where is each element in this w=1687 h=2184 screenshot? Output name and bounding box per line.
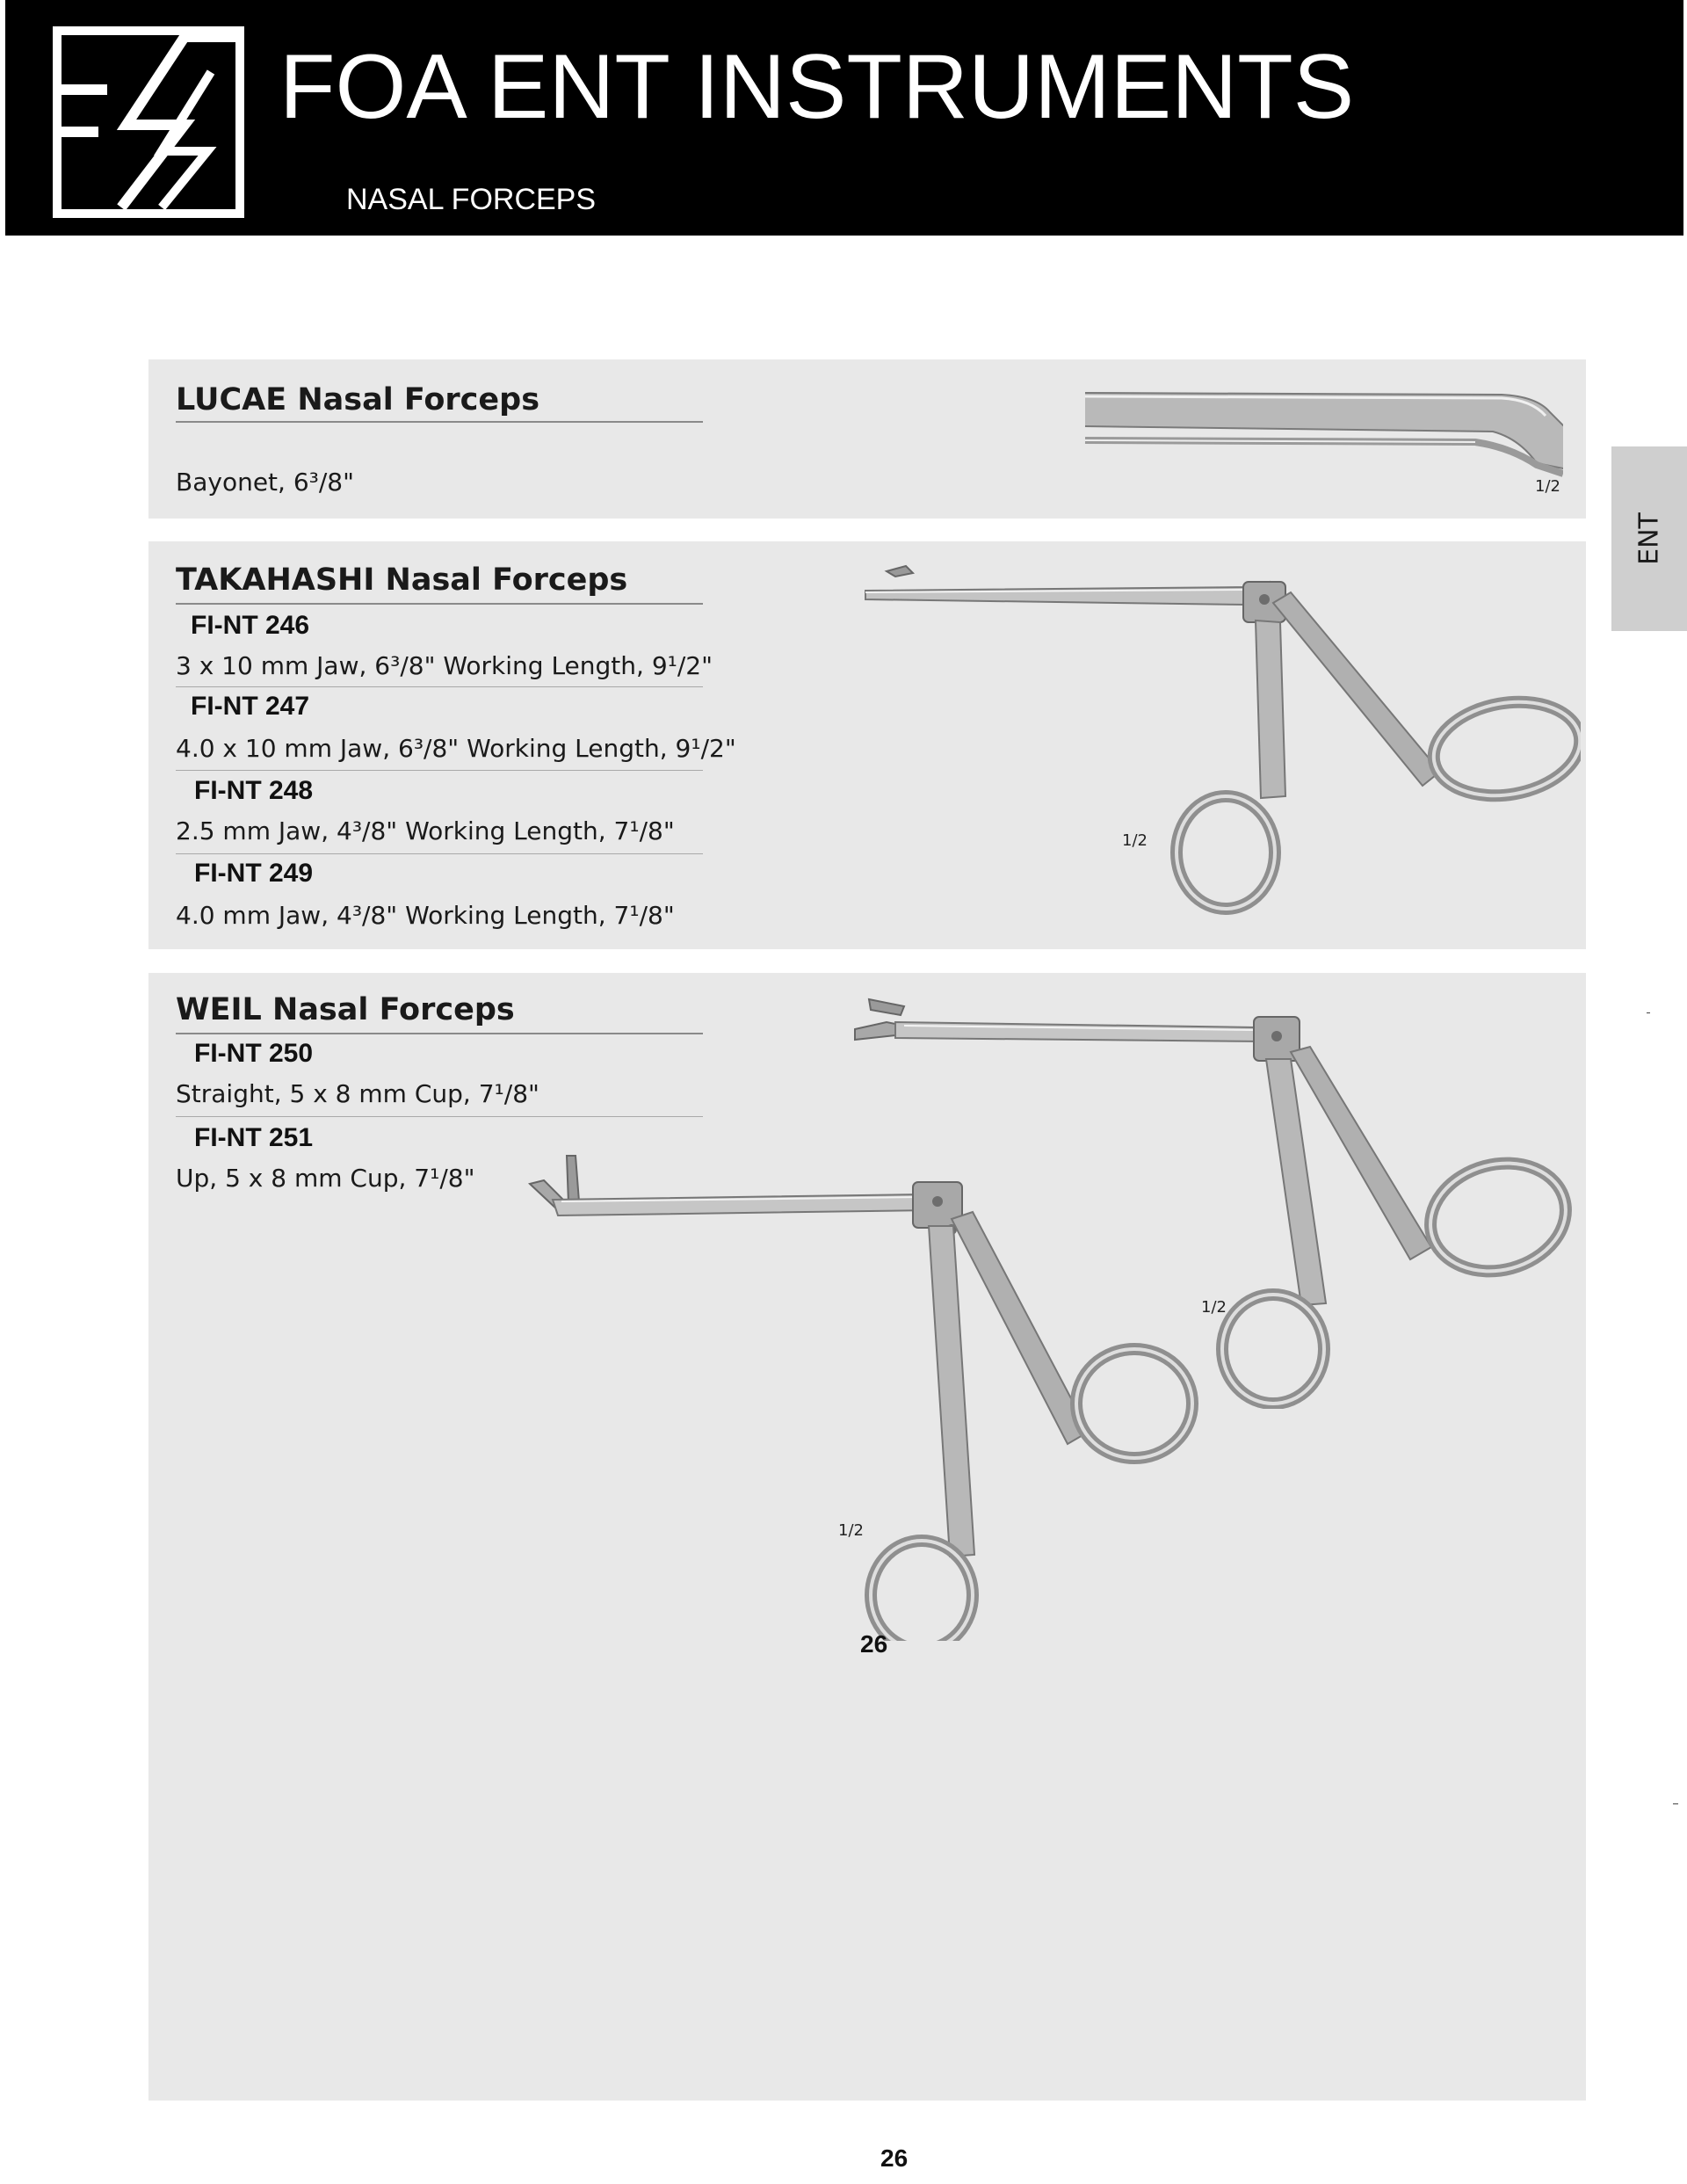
image-scale-label: 1/2 <box>1122 831 1148 850</box>
product-spec: Bayonet, 6³/8" <box>176 468 354 497</box>
inner-page-number: 26 <box>860 1630 888 1658</box>
page-subtitle: NASAL FORCEPS <box>346 183 597 216</box>
section-title-rule <box>176 1033 703 1034</box>
item-divider <box>176 770 703 771</box>
image-scale-label: 1/2 <box>1201 1298 1227 1317</box>
product-spec: Straight, 5 x 8 mm Cup, 7¹/8" <box>176 1079 539 1108</box>
section-title-rule <box>176 603 703 605</box>
product-spec: 2.5 mm Jaw, 4³/8" Working Length, 7¹/8" <box>176 816 675 845</box>
side-tab-label: ENT <box>1633 512 1665 565</box>
product-spec: 3 x 10 mm Jaw, 6³/8" Working Length, 9¹/2" <box>176 651 713 680</box>
section-title: TAKAHASHI Nasal Forceps <box>176 562 628 598</box>
product-code: FI-NT 251 <box>194 1123 314 1152</box>
page-header <box>5 0 1683 236</box>
item-divider <box>176 853 703 854</box>
page-number: 26 <box>880 2144 909 2172</box>
section-title: WEIL Nasal Forceps <box>176 992 515 1027</box>
product-code: FI-NT 249 <box>194 859 314 888</box>
takahashi-forceps-image <box>860 541 1581 928</box>
image-scale-label: 1/2 <box>1535 477 1560 496</box>
section-title-rule <box>176 421 703 423</box>
margin-mark <box>1647 1012 1650 1013</box>
takahashi-panel <box>148 541 1586 949</box>
product-code: FI-NT 247 <box>191 692 310 721</box>
product-spec: 4.0 x 10 mm Jaw, 6³/8" Working Length, 9¹/2" <box>176 734 736 763</box>
weil-up-forceps-image <box>518 1149 1238 1641</box>
item-divider <box>176 1116 703 1117</box>
item-divider <box>176 686 703 687</box>
product-code: FI-NT 250 <box>194 1039 314 1068</box>
lucae-forceps-image <box>930 377 1563 483</box>
image-scale-label: 1/2 <box>838 1521 864 1540</box>
page-title: FOA ENT INSTRUMENTS <box>279 36 1355 138</box>
section-side-tab[interactable] <box>1611 446 1687 631</box>
product-spec: Up, 5 x 8 mm Cup, 7¹/8" <box>176 1164 475 1193</box>
margin-mark <box>1673 1803 1678 1804</box>
weil-panel <box>148 973 1586 2101</box>
section-title: LUCAE Nasal Forceps <box>176 382 540 417</box>
product-code: FI-NT 246 <box>191 611 310 640</box>
lucae-panel <box>148 359 1586 519</box>
product-spec: 4.0 mm Jaw, 4³/8" Working Length, 7¹/8" <box>176 901 675 930</box>
foa-logo <box>53 26 244 218</box>
product-code: FI-NT 248 <box>194 776 314 805</box>
